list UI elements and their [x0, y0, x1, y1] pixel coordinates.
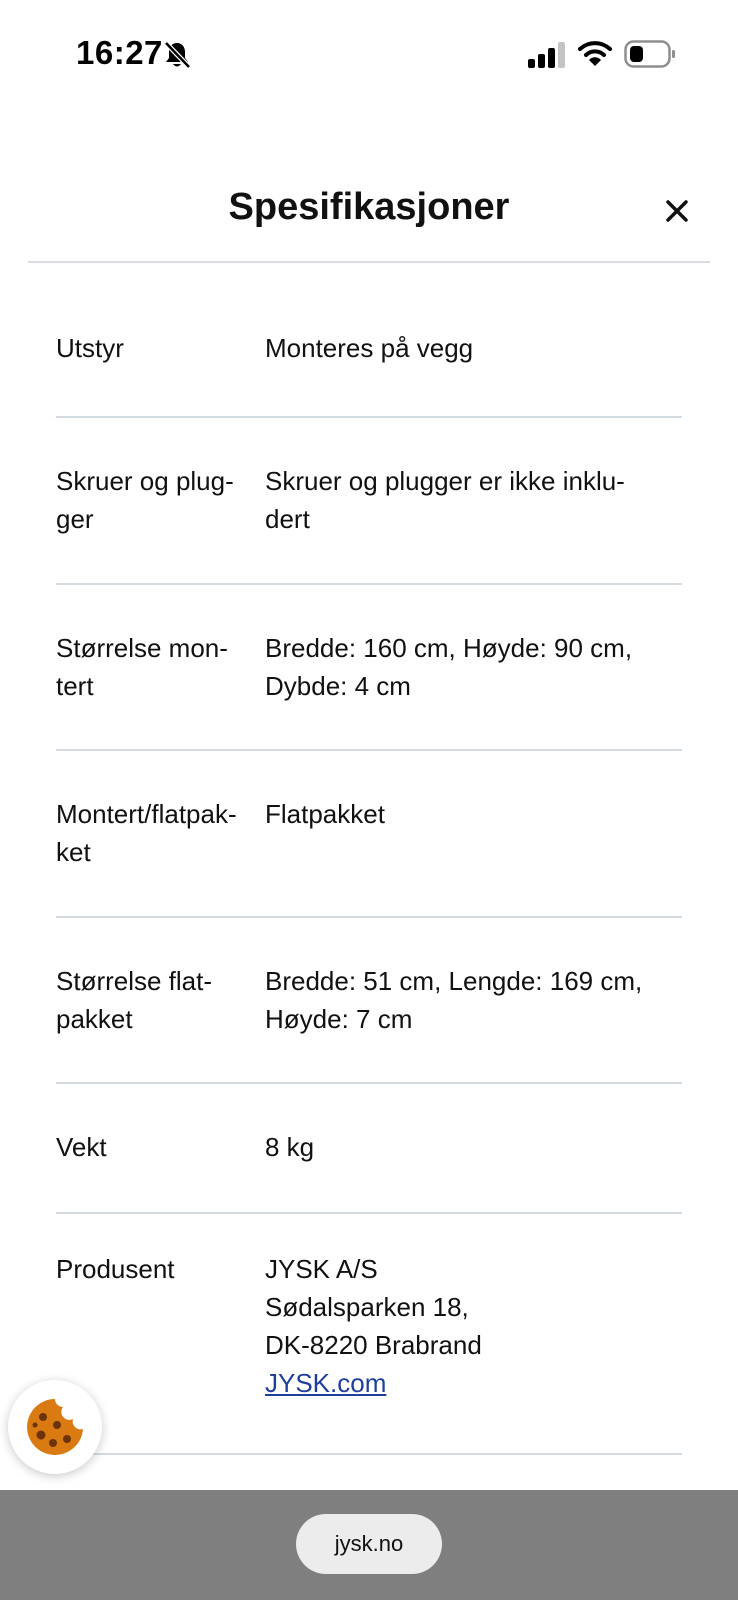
manufacturer-link[interactable]: JYSK.com	[265, 1368, 387, 1398]
spec-value: Bredde: 51 cm, Lengde: 169 cm, Høyde: 7 cm	[265, 966, 643, 1034]
spec-row-skruer	[56, 418, 682, 585]
spec-value: Monteres på vegg	[265, 333, 474, 363]
spec-value: Flatpakket	[265, 799, 385, 829]
spec-list	[56, 263, 682, 1455]
bell-off-icon	[163, 40, 191, 70]
spec-value: 8 kg	[265, 1132, 315, 1162]
cookie-icon	[23, 1395, 87, 1459]
spec-row-produsent	[56, 1214, 682, 1455]
cookie-settings-button[interactable]	[8, 1380, 102, 1474]
manufacturer-city: DK-8220 Brabrand	[265, 1330, 482, 1360]
wifi-icon	[578, 40, 612, 68]
spec-label: Skruer og plug- ger	[56, 466, 234, 534]
battery-icon	[624, 40, 676, 68]
url-pill[interactable]: jysk.no	[296, 1514, 442, 1574]
spec-row-vekt	[56, 1084, 682, 1214]
spec-label: Størrelse flat- pakket	[56, 966, 213, 1034]
browser-bottom-bar	[0, 1490, 738, 1600]
spec-value: Skruer og plugger er ikke inklu- dert	[265, 466, 625, 534]
spec-label: Størrelse mon- tert	[56, 633, 228, 701]
close-icon	[666, 200, 688, 222]
status-time: 16:27	[76, 34, 163, 71]
manufacturer-street: Sødalsparken 18,	[265, 1292, 469, 1322]
sheet-title: Spesifikasjoner	[228, 186, 510, 228]
spec-label: Produsent	[56, 1254, 175, 1284]
spec-row-utstyr	[56, 263, 682, 418]
spec-value	[265, 1250, 675, 1402]
spec-label: Utstyr	[56, 333, 124, 363]
spec-label: Montert/flatpak- ket	[56, 799, 237, 867]
close-button[interactable]	[660, 194, 694, 228]
signal-icon	[528, 42, 566, 68]
spec-label: Vekt	[56, 1132, 107, 1162]
spec-row-montert-flatpakket	[56, 751, 682, 918]
manufacturer-name: JYSK A/S	[265, 1254, 378, 1284]
spec-value: Bredde: 160 cm, Høyde: 90 cm, Dybde: 4 cm	[265, 633, 633, 701]
spec-row-storrelse-flatpakket	[56, 918, 682, 1084]
sheet-header	[0, 170, 738, 262]
spec-row-storrelse-montert	[56, 585, 682, 751]
status-bar	[0, 0, 738, 110]
